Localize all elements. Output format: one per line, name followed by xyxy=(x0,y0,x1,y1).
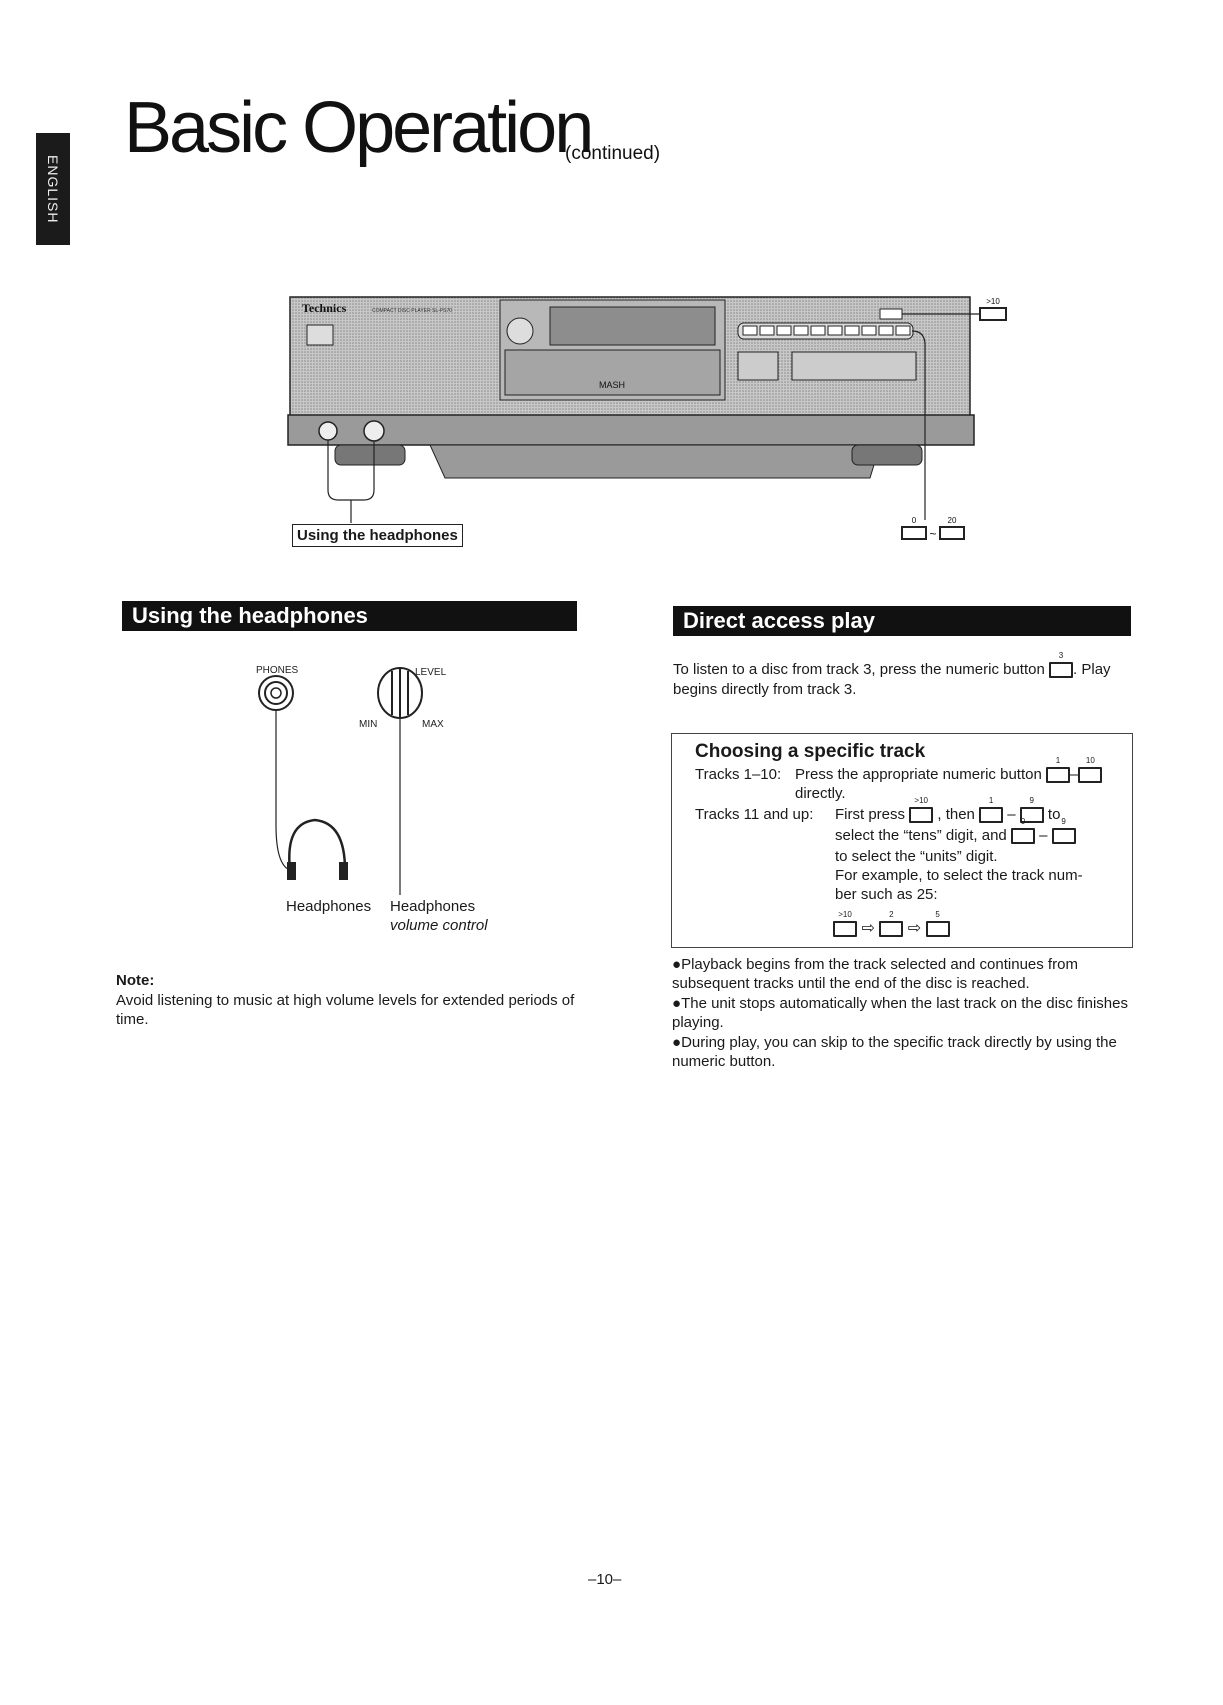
power-button[interactable] xyxy=(307,325,333,345)
direct-access-heading: Direct access play xyxy=(673,606,1131,636)
caption-volume-line1: Headphones xyxy=(390,898,476,915)
row2-line5: ber such as 25: xyxy=(835,886,938,903)
key-1b-label: 1 xyxy=(988,796,994,806)
bullet-2: ●The unit stops automatically when the last track on the disc finishes playing. xyxy=(672,995,1128,1031)
example-key-gt10 xyxy=(833,909,857,937)
display-window xyxy=(550,307,715,345)
example-key-5 xyxy=(926,909,950,937)
row2-line2: select the “tens” digit, and 0 – 9 xyxy=(835,826,1076,845)
max-label: MAX xyxy=(422,719,444,730)
page-number: –10– xyxy=(588,1571,622,1588)
intro-text-b: . Play xyxy=(1073,661,1111,678)
row2-text-b: , then xyxy=(937,806,975,823)
numeric-key-1 xyxy=(1046,756,1070,783)
headphones-callout: Using the headphones xyxy=(292,524,463,547)
arrow-icon: ⇨ xyxy=(907,920,922,937)
numeric-key-10 xyxy=(1078,756,1102,783)
row2-text-a: First press xyxy=(835,806,906,823)
row2-label: Tracks 11 and up: xyxy=(695,806,814,823)
key-10-label: 10 xyxy=(1085,756,1095,766)
direct-intro xyxy=(673,651,1143,679)
level-label: LEVEL xyxy=(415,667,447,678)
bullet-2-text: The unit stops automatically when the last track on the disc finishes playing. xyxy=(672,995,1128,1031)
mash-label: MASH xyxy=(598,380,626,390)
example-key-5-label: 5 xyxy=(935,909,940,919)
level-knob[interactable] xyxy=(364,421,384,441)
intro-text-a: To listen to a disc from track 3, press the numeric button xyxy=(673,661,1045,678)
bullet-1-text: Playback begins from the track selected and continues from subsequent tracks until the end of the disc is reached. xyxy=(672,956,1078,992)
direct-intro-line2: begins directly from track 3. xyxy=(673,681,857,698)
numeric-key-row[interactable] xyxy=(738,323,913,339)
transport-buttons[interactable] xyxy=(792,352,916,380)
example-sequence xyxy=(833,909,950,938)
key-0-label-b: 0 xyxy=(1020,817,1026,827)
row1-label: Tracks 1–10: xyxy=(695,766,782,783)
headphones-icon xyxy=(289,820,345,870)
caption-volume-line2: volume control xyxy=(390,917,488,934)
key-9b-label: 9 xyxy=(1061,817,1066,827)
language-tab-label: ENGLISH xyxy=(45,154,61,224)
key-20-callout xyxy=(940,527,964,539)
row2-line3: to select the “units” digit. xyxy=(835,848,998,865)
numeric-key-1b xyxy=(979,796,1003,823)
key-9-label: 9 xyxy=(1029,796,1034,806)
key-0-label: 0 xyxy=(911,516,917,525)
row2-text-d: select the “tens” digit, and xyxy=(835,827,1007,844)
key-range-separator: ~ xyxy=(929,527,937,541)
open-close-button[interactable] xyxy=(738,352,778,380)
note-title: Note: xyxy=(116,972,155,989)
page-title-suffix: (continued) xyxy=(565,143,661,164)
key-gt10-label: >10 xyxy=(914,796,928,806)
min-label: MIN xyxy=(359,719,378,730)
row1-text: Press the appropriate numeric button 1 – 10 xyxy=(795,765,1102,784)
page-title: Basic Operation xyxy=(124,88,592,168)
headphones-diagram xyxy=(240,655,470,905)
headphones-heading: Using the headphones xyxy=(122,601,577,631)
model-text: COMPACT DISC PLAYER SL-PS70 xyxy=(372,308,453,314)
bullet-3: ●During play, you can skip to the specific track directly by using the numeric button. xyxy=(672,1034,1117,1070)
key-3-label: 3 xyxy=(1058,651,1064,661)
cd-player-illustration xyxy=(280,285,1080,555)
caption-headphones: Headphones xyxy=(286,898,372,915)
gt10-key-on-device[interactable] xyxy=(880,309,902,319)
phones-jack[interactable] xyxy=(319,422,337,440)
phones-label: PHONES xyxy=(256,665,299,676)
example-key-2 xyxy=(879,909,903,937)
key-20-label: 20 xyxy=(947,516,957,525)
example-key-gt10-label: >10 xyxy=(838,909,852,919)
numeric-key-0 xyxy=(1011,817,1035,844)
row1-text2: directly. xyxy=(795,785,846,802)
choosing-track-title: Choosing a specific track xyxy=(695,741,926,762)
numeric-key-3 xyxy=(1049,651,1073,678)
row2-line4: For example, to select the track num- xyxy=(835,867,1083,884)
arrow-icon: ⇨ xyxy=(861,920,875,937)
example-key-2-label: 2 xyxy=(889,909,894,919)
row1-text-main: Press the appropriate numeric button xyxy=(795,766,1042,783)
drive-knob xyxy=(507,318,533,344)
bullet-3-text: During play, you can skip to the specific track directly by using the numeric button. xyxy=(672,1034,1117,1070)
key-1-label: 1 xyxy=(1055,756,1061,766)
language-tab xyxy=(36,133,70,245)
brand-logo: Technics xyxy=(302,301,347,315)
gt10-key-callout xyxy=(980,308,1006,320)
bullet-1: ●Playback begins from the track selected and continues from subsequent tracks until the end of the disc is reached. xyxy=(672,956,1078,992)
row2-line1: First press >10 , then 1 – 9 to xyxy=(835,796,1061,823)
numeric-key-9b xyxy=(1052,817,1076,844)
note-text: Avoid listening to music at high volume levels for extended periods of time. xyxy=(116,992,575,1028)
key-gt10 xyxy=(909,796,933,823)
row2-text-c: to xyxy=(1047,806,1061,823)
key-0-callout xyxy=(902,527,926,539)
gt10-key-label: >10 xyxy=(986,297,1000,306)
